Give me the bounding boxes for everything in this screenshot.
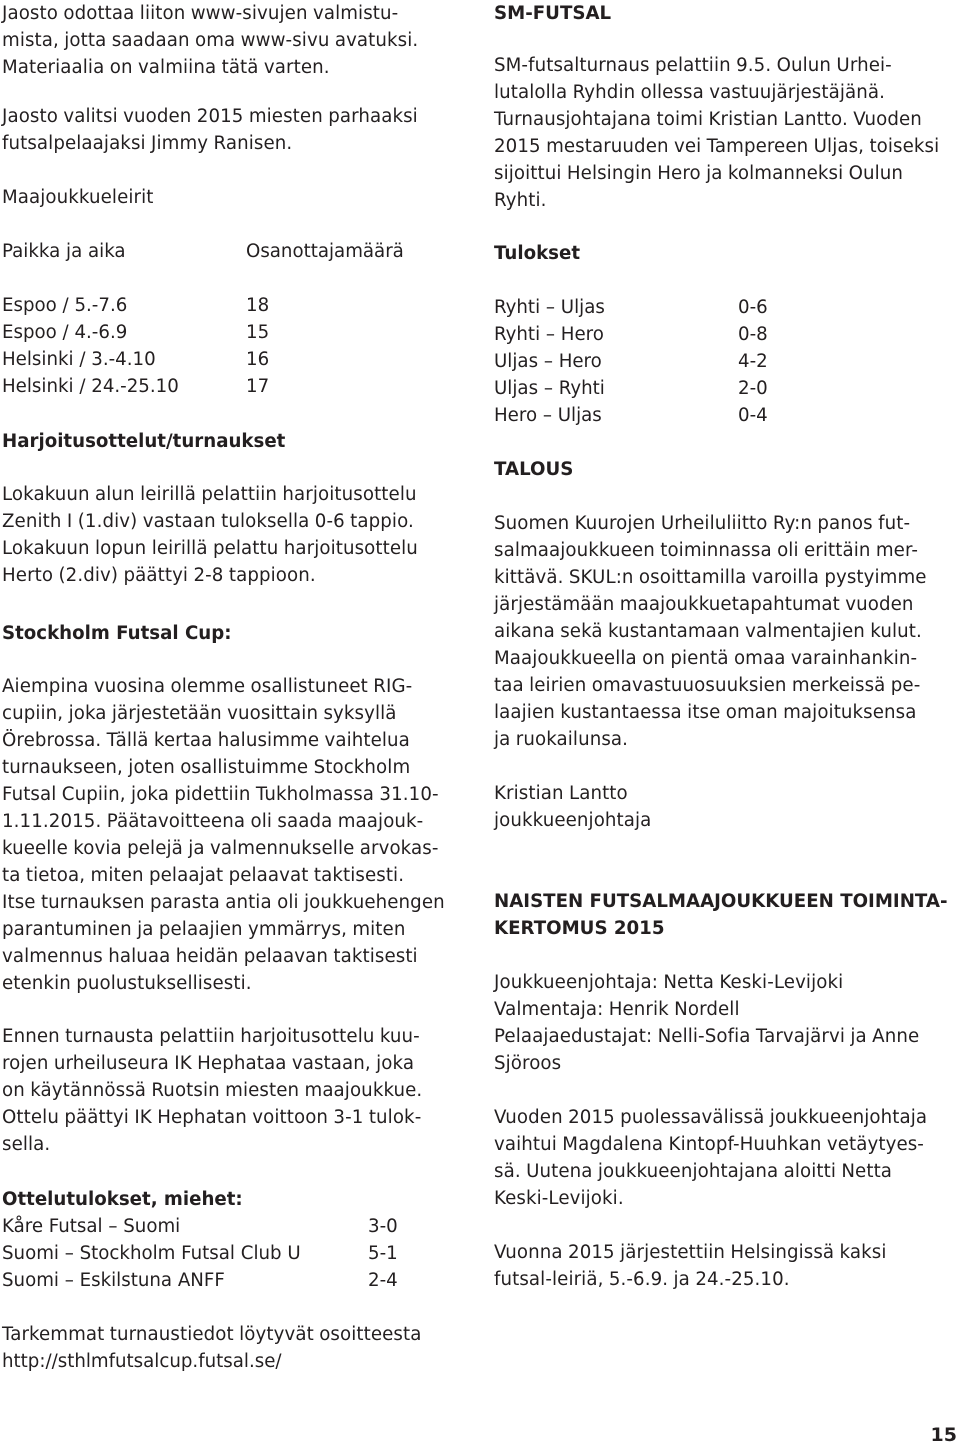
text-line: turnaukseen, joten osallistuimme Stockholm: [2, 757, 411, 778]
text-line: futsalpelaajaksi Jimmy Ranisen.: [2, 133, 293, 154]
table-row: Ryhti – Uljas 0-6: [494, 297, 768, 318]
text-line: lutalolla Ryhdin ollessa vastuujärjestäjänä.: [494, 82, 885, 103]
text-line: Materiaalia on valmiina tätä varten.: [2, 57, 330, 78]
text-line: Lokakuun lopun leirillä pelattu harjoitusottelu: [2, 538, 418, 559]
text-line: Keski-Levijoki.: [494, 1188, 624, 1209]
women-heading: NAISTEN FUTSALMAAJOUKKUEEN TOIMINTA- KERTOMUS 2015: [494, 891, 948, 939]
page-number: 15: [930, 1424, 957, 1446]
talous-heading: TALOUS: [494, 459, 574, 480]
text-line: taa leirien omavastuuosuuksien merkeissä pe-: [494, 675, 921, 696]
table-row: Uljas – Ryhti 2-0: [494, 378, 768, 399]
text-line: rojen urheiluseura IK Hephataa vastaan, joka: [2, 1053, 415, 1074]
tulokset-heading: Tulokset: [494, 243, 581, 264]
text-line: SM-futsalturnaus pelattiin 9.5. Oulun Urhei-: [494, 55, 892, 76]
sm-results-table: [494, 294, 958, 429]
text-line: 2015 mestaruuden vei Tampereen Uljas, toiseksi: [494, 136, 940, 157]
text-line: järjestämään maajoukkuetapahtumat vuoden: [494, 594, 914, 615]
text-line: Herto (2.div) päättyi 2-8 tappioon.: [2, 565, 316, 586]
text-line: Jaosto valitsi vuoden 2015 miesten parhaaksi: [2, 106, 418, 127]
table-row: Kåre Futsal – Suomi 3-0: [2, 1216, 398, 1237]
text-line: Ryhti.: [494, 190, 547, 211]
practice2-paragraph: [2, 1023, 468, 1158]
more-info-paragraph: [2, 1321, 468, 1375]
table-row: Ryhti – Hero 0-8: [494, 324, 768, 345]
signature-title: joukkueenjohtaja: [494, 810, 652, 831]
text-line: Futsal Cupiin, joka pidettiin Tukholmassa 31.10-: [2, 784, 439, 805]
text-line: Tarkemmat turnaustiedot löytyvät osoitteesta: [2, 1324, 422, 1345]
table-row: Helsinki / 3.-4.10 16: [2, 349, 270, 370]
table-row: Helsinki / 24.-25.10 17: [2, 376, 270, 397]
text-line: parantuminen ja pelaajien ymmärrys, miten: [2, 919, 406, 940]
table-row: Espoo / 4.-6.9 15: [2, 322, 270, 343]
text-line: mista, jotta saadaan oma www-sivu avatuksi.: [2, 30, 419, 51]
text-line: kueelle kovia pelejä ja valmennukselle arvokas-: [2, 838, 439, 859]
text-line: etenkin puolustuksellisesti.: [2, 973, 252, 994]
women-staff-paragraph: [494, 969, 958, 1077]
text-line: aikana sekä kustantamaan valmentajien kulut.: [494, 621, 922, 642]
camps-table-header: [2, 238, 468, 265]
text-line: Maajoukkueella on pientä omaa varainhankin-: [494, 648, 918, 669]
smfutsal-paragraph: [494, 52, 958, 214]
text-line: Jaosto odottaa liiton www-sivujen valmistu-: [2, 3, 399, 24]
practice-paragraph: [2, 481, 468, 589]
text-line: Örebrossa. Tällä kertaa halusimme vaihtelua: [2, 730, 410, 751]
text-line: Pelaajaedustajat: Nelli-Sofia Tarvajärvi ja Anne: [494, 1026, 920, 1047]
player-of-year-paragraph: [2, 103, 468, 157]
signature: [494, 780, 958, 834]
cup-heading: Stockholm Futsal Cup:: [2, 623, 232, 644]
text-line: sella.: [2, 1134, 51, 1155]
table-row: Suomi – Eskilstuna ANFF 2-4: [2, 1270, 398, 1291]
tournament-url[interactable]: http://sthlmfutsalcup.futsal.se/: [2, 1351, 282, 1372]
text-line: Turnausjohtajana toimi Kristian Lantto. Vuoden: [494, 109, 922, 130]
text-line: Vuonna 2015 järjestettiin Helsingissä kaksi: [494, 1242, 887, 1263]
camps-heading: Maajoukkueleirit: [2, 187, 154, 208]
practice-heading: Harjoitusottelut/turnaukset: [2, 431, 286, 452]
text-line: 1.11.2015. Päätavoitteena oli saada maajouk-: [2, 811, 424, 832]
smfutsal-heading: SM-FUTSAL: [494, 3, 612, 24]
talous-paragraph: [494, 510, 958, 753]
results-heading: Ottelutulokset, miehet:: [2, 1189, 243, 1210]
table-row: Uljas – Hero 4-2: [494, 351, 768, 372]
text-line: Vuoden 2015 puolessavälissä joukkueenjohtaja: [494, 1107, 928, 1128]
text-line: ta tietoa, miten pelaajat pelaavat taktisesti.: [2, 865, 405, 886]
text-line: Aiempina vuosina olemme osallistuneet RIG-: [2, 676, 413, 697]
text-line: ja ruokailunsa.: [494, 729, 629, 750]
text-line: Ennen turnausta pelattiin harjoitusottelu kuu-: [2, 1026, 420, 1047]
text-line: Itse turnauksen parasta antia oli joukkuehengen: [2, 892, 445, 913]
table-row: Hero – Uljas 0-4: [494, 405, 768, 426]
text-line: sä. Uutena joukkueenjohtajana aloitti Netta: [494, 1161, 893, 1182]
men-results-table: [2, 1213, 468, 1294]
text-line: salmaajoukkueen toiminnassa oli erittäin mer-: [494, 540, 919, 561]
text-line: Sjöroos: [494, 1053, 562, 1074]
text-line: Valmentaja: Henrik Nordell: [494, 999, 740, 1020]
text-line: Ottelu päättyi IK Hephatan voittoon 3-1 tulok-: [2, 1107, 422, 1128]
intro-paragraph: [2, 0, 468, 81]
text-line: futsal-leiriä, 5.-6.9. ja 24.-25.10.: [494, 1269, 790, 1290]
text-line: on käytännössä Ruotsin miesten maajoukkue.: [2, 1080, 423, 1101]
cup-paragraph: [2, 673, 468, 997]
column-header: Osanottajamäärä: [246, 241, 404, 262]
camps-table: [2, 238, 468, 400]
text-line: laajien kustantaessa itse oman majoituksensa: [494, 702, 917, 723]
table-row: Suomi – Stockholm Futsal Club U 5-1: [2, 1243, 398, 1264]
signature-name: Kristian Lantto: [494, 783, 628, 804]
text-line: sijoittui Helsingin Hero ja kolmanneksi Oulun: [494, 163, 904, 184]
table-row: Espoo / 5.-7.6 18: [2, 295, 270, 316]
women-change-paragraph: [494, 1104, 958, 1212]
text-line: cupiin, joka järjestetään vuosittain syksyllä: [2, 703, 397, 724]
text-line: Lokakuun alun leirillä pelattiin harjoitusottelu: [2, 484, 417, 505]
text-line: kittävä. SKUL:n osoittamilla varoilla pystyimme: [494, 567, 927, 588]
text-line: Suomen Kuurojen Urheiluliitto Ry:n panos fut-: [494, 513, 911, 534]
column-header: Paikka ja aika: [2, 241, 126, 262]
women-camps-paragraph: [494, 1239, 958, 1293]
text-line: Joukkueenjohtaja: Netta Keski-Levijoki: [494, 972, 844, 993]
text-line: valmennus haluaa heidän pelaavan taktisesti: [2, 946, 418, 967]
text-line: Zenith I (1.div) vastaan tuloksella 0-6 tappio.: [2, 511, 414, 532]
text-line: vaihtui Magdalena Kintopf-Huuhkan vetäytyes-: [494, 1134, 924, 1155]
